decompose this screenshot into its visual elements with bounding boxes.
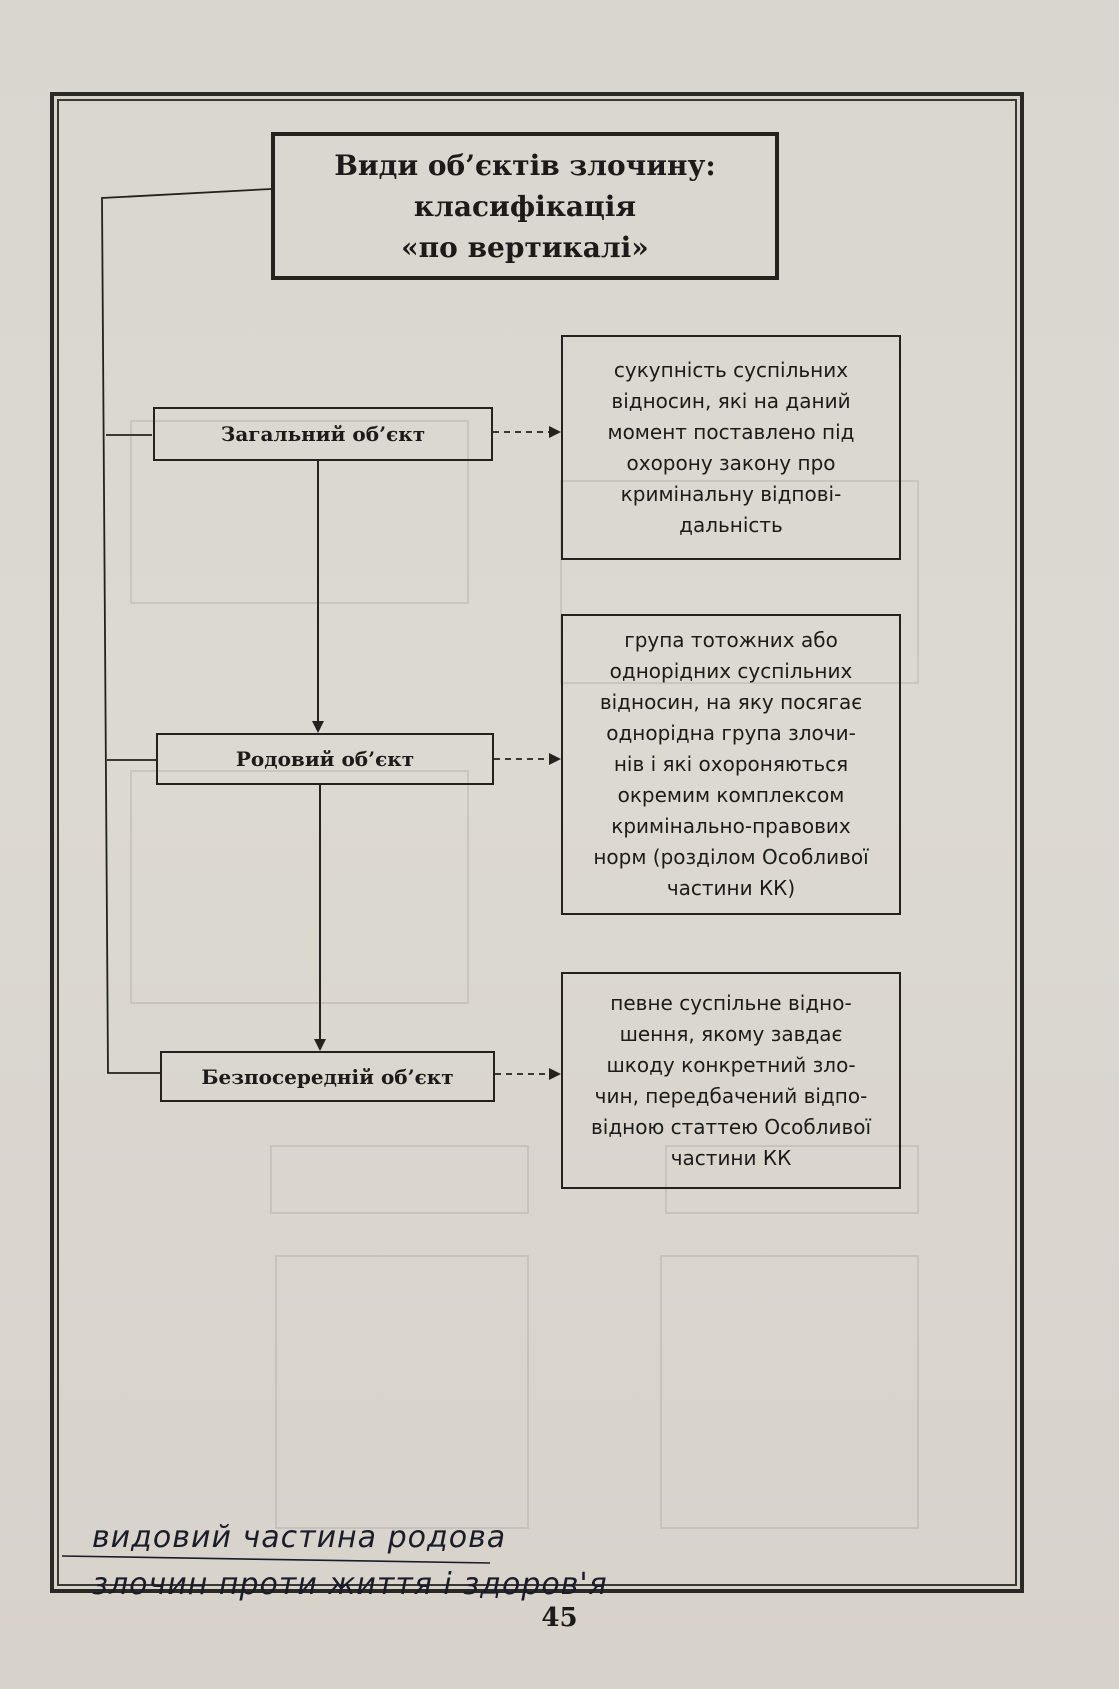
general-object-description-box [561, 335, 901, 560]
handwritten-note-line-2: злочин проти життя і здоров'я [92, 1567, 608, 1602]
direct-object-box [160, 1051, 495, 1102]
left-bracket-line [102, 189, 271, 1073]
generic-object-label: Родовий об’єкт [235, 747, 415, 771]
page-number: 45 [541, 1603, 578, 1633]
general-object-description: сукупність суспільних відносин, які на даний момент поставлено під охорону закону про кримінальну відпові- дальність [607, 357, 855, 537]
generic-object-description-box [561, 614, 901, 915]
direct-object-description: певне суспільне відно- шення, якому завдає шкоду конкретний зло- чин, передбачений відпо- відною статтею Особливої частини КК [590, 990, 872, 1170]
diagram-title-box [271, 132, 779, 280]
general-object-label: Загальний об’єкт [220, 422, 426, 446]
diagram-title: Види об’єктів злочину: класифікація «по вертикалі» [334, 148, 716, 264]
direct-object-label: Безпосередній об’єкт [201, 1064, 454, 1089]
generic-object-description: група тотожних або однорідних суспільних відносин, на яку посягає однорідна група злочи- нів і які охороняються окремим комплексом кримінально-правових норм (розділом Особливої частини КК) [593, 628, 869, 900]
direct-object-description-box [561, 972, 901, 1189]
handwritten-note-line-1: видовий частина родова [92, 1520, 507, 1555]
general-object-box [153, 407, 493, 461]
handwriting-underline [62, 1556, 490, 1563]
generic-object-box [156, 733, 494, 785]
